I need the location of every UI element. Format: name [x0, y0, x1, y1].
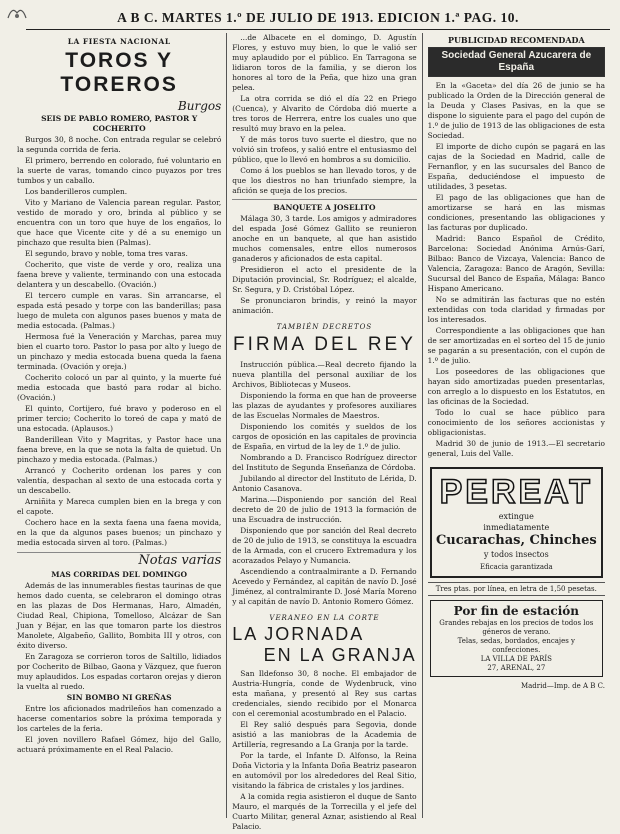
- paragraph: Cochero hace en la sexta faena una faena movida, en la que da algunos pases buenos; un pinchazo y media estocada sirven al toro. (Palmas.): [17, 518, 222, 547]
- sale-line: Grandes rebajas en los precios de todos los géneros de verano.: [439, 619, 594, 636]
- paragraph: El Rey salió después para Segovia, donde asistió a las maniobras de la Academia de Artillería, regresando a La Granja por la tarde.: [232, 720, 417, 749]
- divider: [232, 199, 416, 200]
- paragraph: En Zaragoza se corrieron toros de Saltillo, lidiados por Cocherito de Bilbao, Gaona y Vázquez, que fueron muy aplaudidos. Los espadas cortaron orejas y dieron la vuelta al ruedo.: [17, 652, 222, 691]
- paragraph: Disponiendo que por sanción del Real decreto de 20 de julio de 1913, se constituya la escuadra de la Armada, con el crucero Extremadura y los acorazados Pelayo y Numancia.: [232, 526, 417, 565]
- paragraph: A la comida regia asistieron el duque de Santo Mauro, el marqués de la Torrecilla y el jefe del Cuarto Militar, general Aznar, asistiendo al Real Palacio.: [232, 792, 417, 831]
- paragraph: Ascendiendo a contraalmirante a D. Fernando Acevedo y Fernández, al capitán de navío D. José Jiménez, al contralmirante D. José María Moreno y al capitán de navío D. Antonio Romero Gómez.: [232, 567, 417, 606]
- paragraph: El pago de las obligaciones que han de amortizarse se hará en las mismas condiciones, presentando las obligaciones y las facturas por duplicado.: [427, 193, 605, 232]
- sinbombo-title: SIN BOMBO NI GREÑAS: [66, 693, 172, 702]
- paragraph: Arrancó y Cocherito ordenan los pares y con valentía, despachan al sexto de una estocada corta y un descabello.: [17, 466, 222, 495]
- paragraph: Como á los pueblos se han llevado toros, y de que los diestros no han triunfado siempre, la afición se queja de los precios.: [232, 166, 417, 195]
- paragraph: Arniñita y Mareca cumplen bien en la brega y con el capote.: [17, 497, 222, 516]
- paragraph: Burgos 30, 8 noche. Con entrada regular se celebró la segunda corrida de feria.: [17, 135, 222, 154]
- paragraph: El joven novillero Rafael Gómez, hijo del Gallo, actuará próximamente en el Real Palacio.: [17, 735, 222, 754]
- jornada-title-line-2: EN LA GRANJA: [263, 645, 417, 665]
- paragraph: Jubilando al director del Instituto de Lérida, D. Antonio Casanova.: [232, 474, 417, 493]
- article-subtitle: SEIS DE PABLO ROMERO, PASTOR Y COCHERITO: [41, 114, 198, 133]
- paragraph: Disponiendo la forma en que han de proveerse las plazas de ayudantes y profesores auxiliares de las Escuelas Normales de Maestros.: [232, 391, 417, 420]
- paragraph: Además de las innumerables fiestas taurinas de que hemos dado cuenta, se celebraron el domingo otras en las plazas de Dos Hermanas, Haro, Almadén, Ciudad Real, Chipiona, Tomelloso, Alcázar de San Juan y Béjar, en las que tomaron parte los diestros Manolete, Algabeño, Gallito, Bombita III y otros, con éxito diverso.: [17, 581, 222, 650]
- pereat-advertisement: [430, 467, 603, 578]
- column-3: [423, 33, 610, 818]
- paragraph: Nombrando a D. Francisco Rodríguez director del Instituto de Segunda Enseñanza de Córdoba.: [232, 453, 417, 472]
- paragraph: El quinto, Cortijero, fué bravo y poderoso en el primer tercio; Cocherito lo toreó de capa y mató de una estocada. (Aplausos.): [17, 404, 222, 433]
- notas-title: Notas varias: [17, 552, 221, 569]
- paragraph: Entre los aficionados madrileños han comenzado a hacerse comentarios sobre la próxima temporada y los carteles de la feria.: [17, 704, 222, 733]
- banquete-title: BANQUETE A JOSELITO: [273, 203, 376, 212]
- paragraph: Madrid: Banco Español de Crédito, Barcelona: Sociedad Anónima Arnús-Garí, Bilbao: Banco de Vizcaya, Valencia: Banco de Valencia, Zaragoza: Banco de Aragón, Sevilla: Sucursal del Banco de España, Málaga: Banco Hispano Americano.: [427, 234, 605, 293]
- rate-line: Tres ptas. por línea, en letra de 1,50 pesetas.: [428, 582, 605, 596]
- paragraph: Los banderilleros cumplen.: [25, 187, 128, 196]
- sale-advertisement: [430, 600, 603, 677]
- ad-footer: Eficacia garantizada: [479, 563, 553, 571]
- column-1: [12, 33, 227, 818]
- paragraph: El importe de dicho cupón se pagará en las cajas de la Sociedad en Madrid, calle de Fernanflor, y en las sucursales del Banco de España, deduciéndose el impuesto de utilidades, 3 pesetas.: [427, 142, 605, 191]
- ad-headline: Cucarachas, Chinches: [435, 533, 597, 548]
- column-2: [227, 33, 422, 831]
- paragraph: En la «Gaceta» del día 26 de junio se ha publicado la Orden de la Dirección general de la Deuda y Clases Pasivas, en la que se dispone lo siguiente para el pago del cupón de 1.º de julio de 1913 de las obligaciones de esta Sociedad.: [427, 81, 605, 140]
- paragraph: Málaga 30, 3 tarde. Los amigos y admiradores del espada José Gómez Gallito se reunieron anoche en un banquete, al que han asistido muchos comensales, entre ellos numerosos ganaderos y aficionados de esta capital.: [232, 214, 417, 263]
- paragraph: San Ildefonso 30, 8 noche. El embajador de Austria-Hungría, conde de Wydenbruck, vino esta mañana, y presentó al Rey sus cartas credenciales, siendo recibido por el Monarca con el ceremonial acostumbrado en el Palacio.: [232, 669, 417, 718]
- jornada-label: VERANEO EN LA CORTE: [269, 614, 380, 622]
- paragraph: Cocherito, que viste de verde y oro, realiza una faena breve y valiente, terminando con una estocada delantera y un descabello. (Ovación.): [17, 260, 222, 289]
- paragraph: Todo lo cual se hace público para conocimiento de los señores accionistas y obligacionistas.: [427, 408, 605, 437]
- paragraph: ...de Albacete en el domingo, D. Agustín Flores, y estuvo muy bien, lo que le valió ser muy aplaudido por el público. En Tarragona se lidiaron toros de la familia, y se dieron los honores al toro de la Peña, que hizo una gran pelea.: [232, 33, 417, 92]
- paragraph: Hermosa fué la Veneración y Marchas, parea muy bien el cuarto toro. Pastor lo pasa por alto y luego de un pinchazo y media estocada buena queda la faena terminada. (Ovación y oreja.): [17, 332, 222, 371]
- ornament-icon: [6, 4, 28, 22]
- paragraph: La otra corrida se dió el día 22 en Priego (Cuenca), y Alvarito de Córdoba dió muerte a tres toros de Herrera, entre los cuales uno que resultó muy bravo en la pelea.: [232, 94, 417, 133]
- paragraph: Presidieron el acto el presidente de la Diputación provincial, Sr. Rodríguez; el alcalde, Sr. Segura, y D. Cristóbal López.: [232, 265, 417, 294]
- paragraph: No se admitirán las facturas que no estén extendidas con toda claridad y firmadas por los interesados.: [427, 295, 605, 324]
- sale-title: Por fin de estación: [453, 604, 579, 618]
- paragraph: Vito y Mariano de Valencia parean regular. Pastor, vestido de morado y oro, brinda al público y se encuentra con un toro que huye de los engaños, lo que hace que Vicente cite y dé a su enemigo un pinchazo que resulta bien (Palmas).: [17, 198, 222, 247]
- paragraph: Instrucción pública.—Real decreto fijando la nueva plantilla del personal auxiliar de los Archivos, Bibliotecas y Museos.: [232, 360, 417, 389]
- paragraph: Banderillean Vito y Magritas, y Pastor hace una faena breve, en la que se nota la falta de quietud. Un pinchazo y media estocada. (Palmas.): [17, 435, 222, 464]
- paragraph: Madrid 30 de junio de 1913.—El secretario general, Luis del Valle.: [427, 439, 605, 458]
- paragraph: Por la tarde, el Infante D. Alfonso, la Reina Doña Victoria y la Infanta Doña Beatriz pasearon en automóvil por los alrededores del Real Sitio, visitando la fábrica de cristales y los jardines.: [232, 751, 417, 790]
- notas-subtitle: MAS CORRIDAS DEL DOMINGO: [51, 570, 187, 579]
- company-title: Sociedad General Azucarera de España: [428, 47, 605, 77]
- paragraph: Los poseedores de las obligaciones que hayan sido amortizadas pueden presentarlas, con arreglo a lo dispuesto en los Estatutos, en las oficinas de la Sociedad.: [427, 367, 605, 406]
- paragraph: Y de más toros tuvo suerte el diestro, que no volvió sin trofeos, y salió entre el entusiasmo del público, que lo llevó en hombros a su domicilio.: [232, 135, 417, 164]
- article-title: TOROS Y TOREROS: [60, 49, 178, 96]
- columns: [12, 33, 610, 831]
- ad-line: extingue: [498, 512, 534, 521]
- paragraph: Se pronunciaron brindis, y reinó la mayor animación.: [232, 296, 417, 315]
- firma-label: TAMBIÉN DECRETOS: [276, 323, 373, 331]
- jornada-title-line-1: LA JORNADA: [232, 624, 365, 644]
- ad-line: y todos insectos: [483, 550, 549, 559]
- ad-line: inmediatamente: [483, 523, 550, 532]
- paragraph: Correspondiente a las obligaciones que han de ser amortizadas en el sorteo del 15 de junio se pagarán a su presentación, con el cupón de 1.º de julio.: [427, 326, 605, 365]
- sale-line: LA VILLA DE PARÍS: [480, 655, 552, 663]
- paragraph: Disponiendo los comités y sueldos de los cargos de oposición en las capitales de provincia de España, en virtud de la ley de 1.º de julio.: [232, 422, 417, 451]
- dateline-place: Burgos: [177, 99, 222, 113]
- sale-line: 27, ARENAL, 27: [487, 664, 546, 672]
- imprint: Madrid—Imp. de A B C.: [520, 682, 605, 690]
- paragraph: El primero, berrendo en colorado, fué voluntario en la suerte de varas, tomando cinco puyazos por tres tumbos y un caballo.: [17, 156, 222, 185]
- publicity-title: PUBLICIDAD RECOMENDADA: [447, 35, 585, 45]
- firma-title: FIRMA DEL REY: [232, 334, 416, 355]
- paragraph: El segundo, bravo y noble, toma tres varas.: [25, 249, 188, 258]
- paragraph: Marina.—Disponiendo por sanción del Real decreto de 20 de julio de 1913 la formación de una Escuadra de instrucción.: [232, 495, 417, 524]
- sale-line: Telas, sedas, bordados, encajes y confecciones.: [457, 637, 576, 654]
- section-label: LA FIESTA NACIONAL: [67, 37, 171, 46]
- pereat-logo: PEREAT: [439, 473, 593, 511]
- masthead: A B C. MARTES 1.º DE JULIO DE 1913. EDICION 1.ª PAG. 10.: [26, 10, 610, 30]
- paragraph: Cocherito colocó un par al quinto, y la muerte fué media estocada que bastó para rodar al bicho. (Ovación.): [17, 373, 222, 402]
- paragraph: El tercero cumple en varas. Sin arrancarse, el espada está pesado y torpe con las banderillas; pasa luego de muleta con algunos pases buenos y mata de media estocada. (Palmas.): [17, 291, 222, 330]
